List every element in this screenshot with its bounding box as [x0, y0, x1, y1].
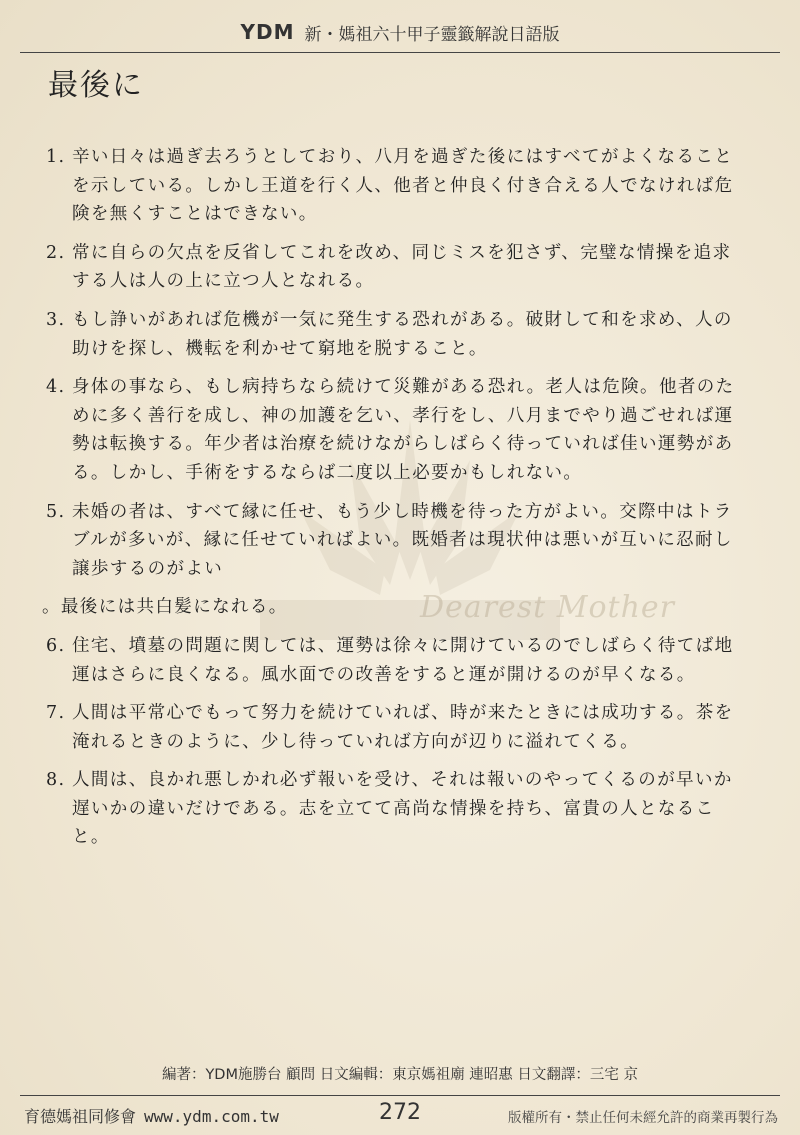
- list-item: [46, 632, 746, 689]
- item-text: 常に自らの欠点を反省してこれを改め、同じミスを犯さず、完璧な情操を追求する人は人の上に立つ人となれる。: [72, 242, 732, 292]
- item-number: 3.: [46, 309, 66, 330]
- footer-rule: [20, 1095, 780, 1096]
- content-list: [42, 143, 746, 862]
- header-title: 新・媽祖六十甲子靈籤解說日語版: [304, 24, 560, 45]
- copyright-notice: 版權所有・禁止任何未經允許的商業再製行為: [508, 1110, 778, 1126]
- item-number: 5.: [46, 501, 66, 522]
- list-item: [46, 143, 746, 229]
- org-name: 育德媽祖同修會: [24, 1107, 137, 1126]
- item-number: 4.: [46, 377, 66, 398]
- list-item: [46, 498, 746, 584]
- item-text: 辛い日々は過ぎ去ろうとしており、八月を過ぎた後にはすべてがよくなることを示している。しかし王道を行く人、他者と仲良く付き合える人でなければ危険を無くすことはできない。: [72, 147, 734, 225]
- watermark-text: Dearest Mother: [420, 590, 676, 625]
- item-number: 7.: [46, 703, 66, 724]
- item-number: 8.: [46, 770, 66, 791]
- item-number: 6.: [46, 635, 66, 656]
- page-number: 272: [379, 1100, 421, 1125]
- item-number: 1.: [46, 147, 66, 167]
- item-text: 住宅、墳墓の問題に関しては、運勢は徐々に開けているのでしばらく待てば地運はさらに良くなる。風水面での改善をすると運が開けるのが早くなる。: [72, 635, 734, 685]
- credits: 編著：YDM施勝台 顧問 日文編輯：東京媽祖廟 連昭惠 日文翻譯：三宅 京: [161, 1067, 639, 1083]
- list-item: [46, 766, 746, 852]
- header-rule: [20, 52, 780, 53]
- item-number: 2.: [46, 242, 66, 263]
- item-text: もし諍いがあれば危機が一気に発生する恐れがある。破財して和を求め、人の助けを探し、機転を利かせて窮地を脱すること。: [72, 309, 733, 359]
- page-header: [0, 18, 800, 46]
- footer-org: [24, 1104, 279, 1127]
- continuation-line: 。最後には共白髪になれる。: [42, 597, 288, 618]
- list-item: [46, 306, 746, 363]
- list-item: [46, 373, 746, 487]
- page-title: 最後に: [48, 68, 144, 103]
- list-item: [46, 699, 746, 756]
- ydm-logo: YDM: [240, 20, 295, 44]
- website-url: www.ydm.com.tw: [144, 1107, 279, 1126]
- item-text: 人間は平常心でもって努力を続けていれば、時が来たときには成功する。茶を淹れるときのように、少し待っていれば方向が辺りに溢れてくる。: [72, 703, 734, 752]
- item-text: 人間は、良かれ悪しかれ必ず報いを受け、それは報いのやってくるのが早いか遅いかの違いだけである。志を立てて高尚な情操を持ち、富貴の人となること。: [72, 770, 733, 848]
- item-text: 身体の事なら、もし病持ちなら続けて災難がある恐れ。老人は危険。他者のために多く善行を成し、神の加護を乞い、孝行をし、八月までやり過ごせれば運勢は転換する。年少者は治療を続けながらしばらく待っていれば佳い運勢がある。しかし、手術をするならば二度以上必要かもしれない。: [72, 377, 735, 483]
- list-item: [46, 239, 746, 296]
- item-text: 未婚の者は、すべて縁に任せ、もう少し時機を待った方がよい。交際中はトラブルが多いが、縁に任せていればよい。既婚者は現状仲は悪いが互いに忍耐し譲歩するのがよい: [72, 501, 733, 579]
